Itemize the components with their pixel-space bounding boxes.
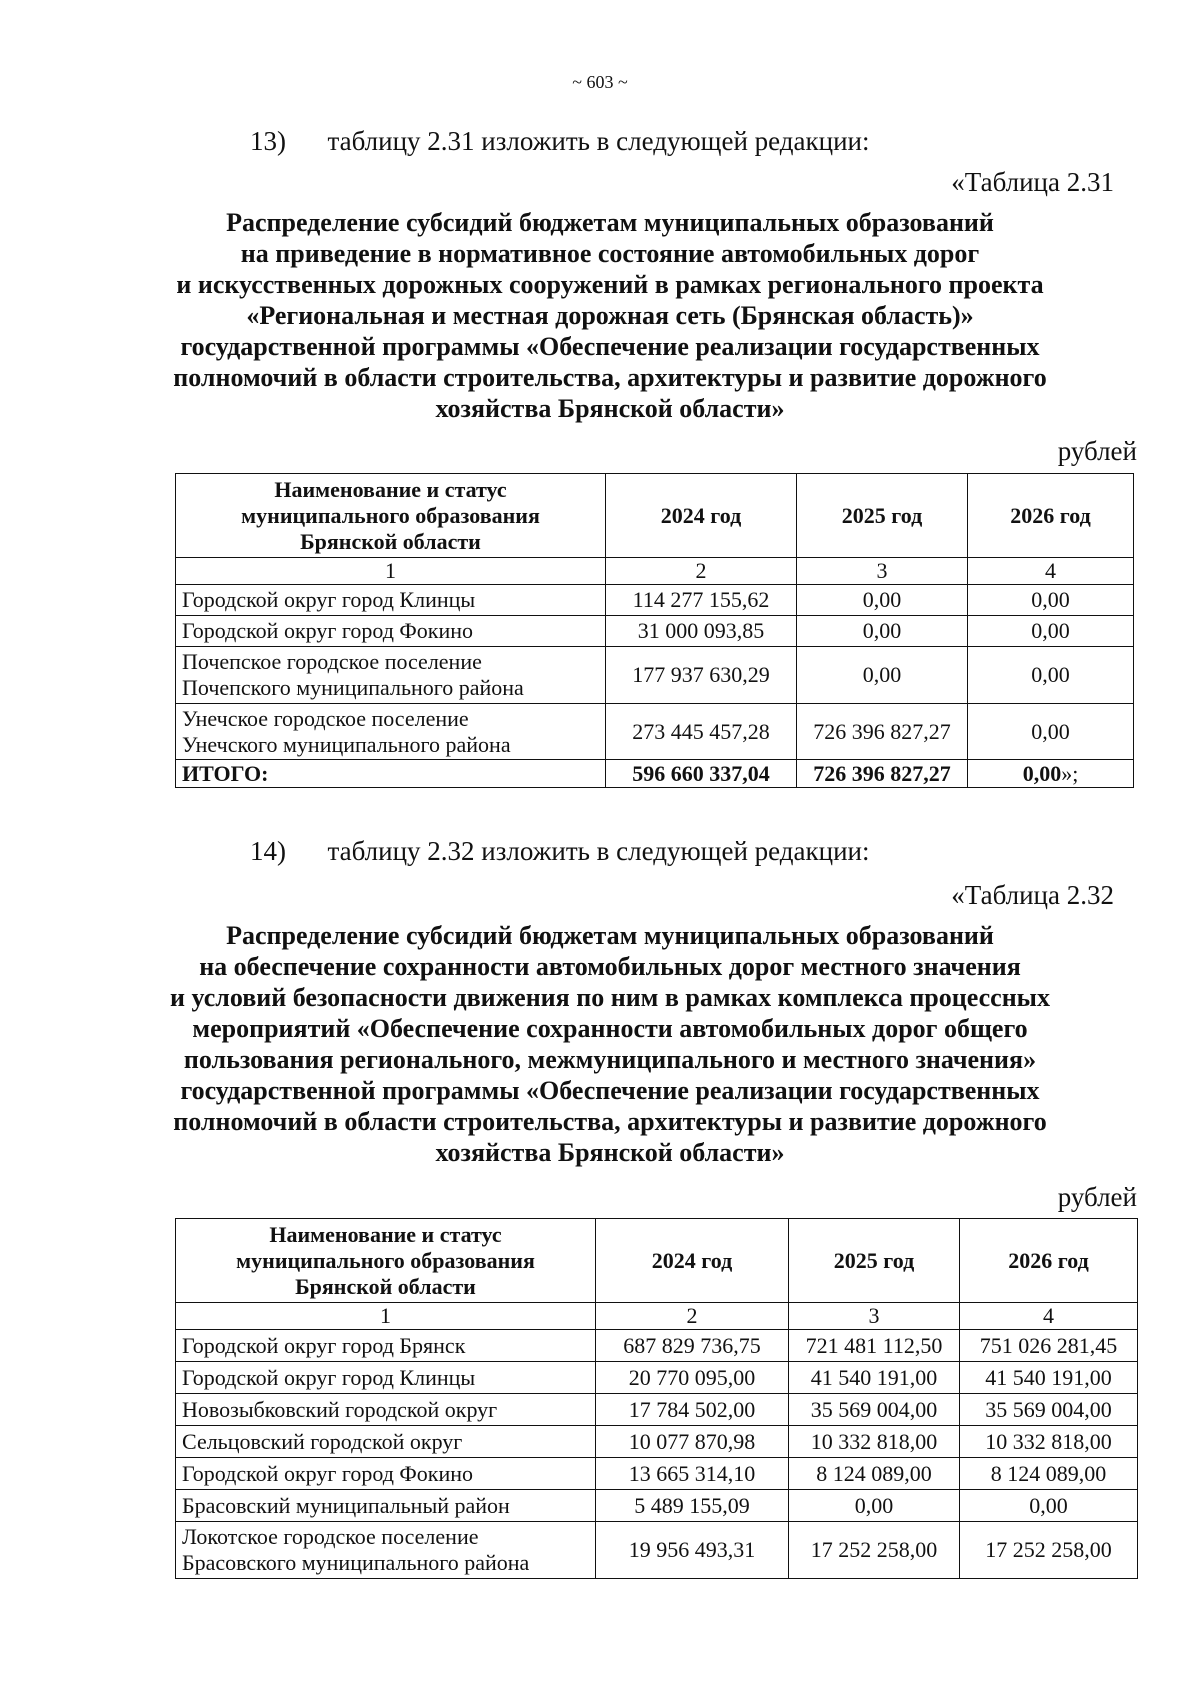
table-2-32-label: «Таблица 2.32 [951,880,1114,910]
row-name: Брасовский муниципальный район [176,1490,596,1522]
row-value-2025: 41 540 191,00 [789,1362,960,1394]
title-line: Распределение субсидий бюджетам муниципальных образований [226,208,994,237]
table-row [176,1490,1138,1522]
table-row [176,1362,1138,1394]
title-line: хозяйства Брянской области» [435,1138,785,1167]
table-row [176,1522,1138,1579]
row-value-2024: 10 077 870,98 [596,1426,789,1458]
header-2025: 2025 год [789,1219,960,1303]
row-name: Почепское городское поселение Почепского муниципального района [176,647,606,704]
row-name: Унечское городское поселение Унечского муниципального района [176,704,606,760]
title-line: «Региональная и местная дорожная сеть (Брянская область)» [246,301,974,330]
row-value-2026: 0,00 [968,647,1134,704]
item-14 [250,836,869,867]
row-name: Городской округ город Клинцы [176,1362,596,1394]
column-numbers-row [176,558,1134,585]
column-numbers-row [176,1303,1138,1330]
table-row [176,1394,1138,1426]
row-value-2024: 31 000 093,85 [606,616,797,647]
table-row [176,585,1134,616]
item-14-number: 14) [250,836,286,866]
table-2-31 [175,473,1134,788]
table-row [176,616,1134,647]
table-2-32 [175,1218,1138,1579]
title-line: и условий безопасности движения по ним в рамках комплекса процессных [170,983,1050,1012]
row-value-2025: 0,00 [797,616,968,647]
table-row [176,647,1134,704]
header-2024: 2024 год [606,474,797,558]
title-line: полномочий в области строительства, архитектуры и развитие дорожного [173,363,1047,392]
table-2-31-units: рублей [1057,436,1137,466]
total-label: ИТОГО: [176,760,606,788]
row-value-2024: 687 829 736,75 [596,1330,789,1362]
col-number-4: 4 [960,1303,1138,1330]
col-number-2: 2 [596,1303,789,1330]
col-number-4: 4 [968,558,1134,585]
row-value-2026: 0,00 [968,616,1134,647]
total-2024: 596 660 337,04 [606,760,797,788]
row-name: Городской округ город Фокино [176,616,606,647]
title-line: и искусственных дорожных сооружений в рамках регионального проекта [176,270,1044,299]
row-value-2026: 35 569 004,00 [960,1394,1138,1426]
table-header-row [176,474,1134,558]
col-number-1: 1 [176,558,606,585]
total-2025: 726 396 827,27 [797,760,968,788]
table-2-31-label: «Таблица 2.31 [951,167,1114,197]
total-row [176,760,1134,788]
row-value-2025: 721 481 112,50 [789,1330,960,1362]
row-value-2026: 0,00 [968,704,1134,760]
row-value-2025: 0,00 [797,647,968,704]
row-value-2024: 273 445 457,28 [606,704,797,760]
row-value-2025: 8 124 089,00 [789,1458,960,1490]
row-value-2025: 0,00 [789,1490,960,1522]
table-row [176,1330,1138,1362]
row-value-2024: 114 277 155,62 [606,585,797,616]
item-14-text: таблицу 2.32 изложить в следующей редакции: [327,836,870,866]
row-value-2025: 726 396 827,27 [797,704,968,760]
table-2-32-units: рублей [1057,1182,1137,1212]
col-number-2: 2 [606,558,797,585]
row-value-2025: 10 332 818,00 [789,1426,960,1458]
header-2026: 2026 год [968,474,1134,558]
row-value-2025: 0,00 [797,585,968,616]
page-number: ~ 603 ~ [572,72,628,92]
total-2026: 0,00»; [968,760,1134,788]
header-name-cell: Наименование и статус муниципального образования Брянской области [176,1219,596,1303]
header-2026: 2026 год [960,1219,1138,1303]
row-value-2025: 35 569 004,00 [789,1394,960,1426]
table-row [176,1426,1138,1458]
table-header-row [176,1219,1138,1303]
header-2025: 2025 год [797,474,968,558]
row-value-2024: 5 489 155,09 [596,1490,789,1522]
row-name: Городской округ город Брянск [176,1330,596,1362]
row-name: Сельцовский городской округ [176,1426,596,1458]
table-2-32-title [150,920,1070,1168]
table-row [176,704,1134,760]
row-value-2024: 17 784 502,00 [596,1394,789,1426]
title-line: на обеспечение сохранности автомобильных дорог местного значения [199,952,1021,981]
row-value-2026: 41 540 191,00 [960,1362,1138,1394]
item-13 [250,126,869,157]
title-line: Распределение субсидий бюджетам муниципальных образований [226,921,994,950]
title-line: государственной программы «Обеспечение реализации государственных [180,332,1040,361]
col-number-3: 3 [789,1303,960,1330]
item-13-number: 13) [250,126,286,156]
title-line: на приведение в нормативное состояние автомобильных дорог [240,239,980,268]
table-row [176,1458,1138,1490]
row-value-2024: 13 665 314,10 [596,1458,789,1490]
title-line: государственной программы «Обеспечение реализации государственных [180,1076,1040,1105]
row-value-2026: 17 252 258,00 [960,1522,1138,1579]
header-2024: 2024 год [596,1219,789,1303]
row-name: Городской округ город Клинцы [176,585,606,616]
col-number-1: 1 [176,1303,596,1330]
title-line: пользования регионального, межмуниципального и местного значения» [183,1045,1037,1074]
row-name: Новозыбковский городской округ [176,1394,596,1426]
row-value-2026: 751 026 281,45 [960,1330,1138,1362]
table-2-31-title [150,207,1070,424]
col-number-3: 3 [797,558,968,585]
header-name-cell: Наименование и статус муниципального образования Брянской области [176,474,606,558]
row-value-2026: 0,00 [960,1490,1138,1522]
row-value-2026: 0,00 [968,585,1134,616]
row-name: Городской округ город Фокино [176,1458,596,1490]
title-line: полномочий в области строительства, архитектуры и развитие дорожного [173,1107,1047,1136]
title-line: хозяйства Брянской области» [435,394,785,423]
row-value-2024: 177 937 630,29 [606,647,797,704]
row-value-2026: 10 332 818,00 [960,1426,1138,1458]
row-name: Локотское городское поселение Брасовского муниципального района [176,1522,596,1579]
title-line: мероприятий «Обеспечение сохранности автомобильных дорог общего [192,1014,1028,1043]
item-13-text: таблицу 2.31 изложить в следующей редакции: [327,126,870,156]
row-value-2024: 20 770 095,00 [596,1362,789,1394]
row-value-2026: 8 124 089,00 [960,1458,1138,1490]
row-value-2025: 17 252 258,00 [789,1522,960,1579]
row-value-2024: 19 956 493,31 [596,1522,789,1579]
